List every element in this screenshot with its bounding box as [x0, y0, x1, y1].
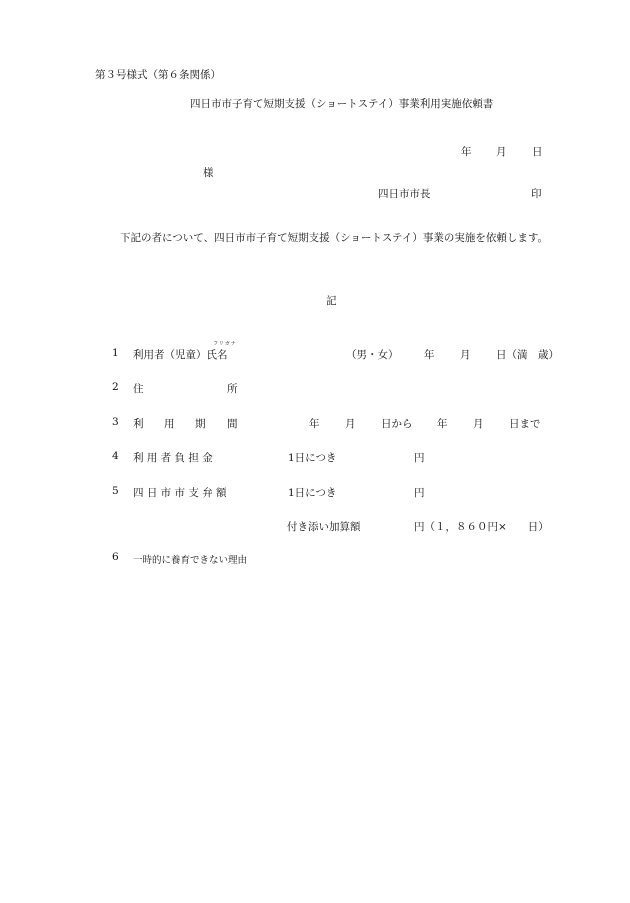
item-5-number: 5 [112, 485, 119, 497]
request-statement: 下記の者について、四日市市子育て短期支援（ショートステイ）事業の実施を依頼します。 [120, 232, 548, 244]
item-3-from-day: 日から [381, 418, 413, 430]
item-1-birth-day-age: 日（満 歳） [496, 349, 559, 361]
item-3-from-year: 年 [309, 418, 320, 430]
item-3-label-3: 期 [195, 418, 206, 430]
date-year-label: 年 [461, 146, 472, 158]
item-4-number: 4 [112, 450, 119, 462]
escort-fee-amount: 円（１，８６０円× 日） [414, 521, 549, 533]
document-title: 四日市市子育て短期支援（ショートステイ）事業利用実施依頼書 [190, 98, 494, 110]
item-4-yen: 円 [414, 452, 425, 464]
item-4-per-day: 1日につき [288, 452, 337, 464]
item-5-label: 四 日 市 市 支 弁 額 [133, 487, 227, 499]
issuer-name: 四日市市長 [378, 188, 431, 200]
item-3-to-year: 年 [437, 418, 448, 430]
item-2-label-start: 住 [133, 383, 144, 395]
item-3-label-2: 用 [164, 418, 175, 430]
item-2-label-end: 所 [227, 383, 238, 395]
item-1-gender: （男・女） [346, 349, 399, 361]
addressee-suffix: 様 [203, 167, 214, 179]
item-1-birth-month: 月 [460, 349, 471, 361]
item-5-yen: 円 [414, 487, 425, 499]
item-6-number: 6 [112, 551, 119, 563]
item-3-label-1: 利 [133, 418, 144, 430]
form-number: 第３号様式（第６条関係） [95, 69, 221, 81]
seal-mark: 印 [531, 188, 542, 200]
item-1-label: 利用者（児童）氏名 [133, 349, 228, 361]
item-1-birth-year: 年 [424, 349, 435, 361]
item-1-furigana: フリガナ [213, 341, 237, 347]
date-day-label: 日 [532, 146, 543, 158]
escort-fee-label: 付き添い加算額 [287, 521, 361, 533]
item-2-number: 2 [112, 381, 119, 393]
item-3-to-month: 月 [473, 418, 484, 430]
item-3-label-4: 間 [227, 418, 238, 430]
item-5-per-day: 1日につき [288, 487, 337, 499]
item-1-number: 1 [112, 347, 119, 359]
item-4-label: 利 用 者 負 担 金 [133, 452, 213, 464]
date-month-label: 月 [496, 146, 507, 158]
item-3-number: 3 [112, 416, 119, 428]
item-3-from-month: 月 [345, 418, 356, 430]
item-6-label: 一時的に養育できない理由 [133, 555, 248, 566]
item-3-to-day: 日まで [509, 418, 541, 430]
ki-heading: 記 [326, 295, 337, 307]
